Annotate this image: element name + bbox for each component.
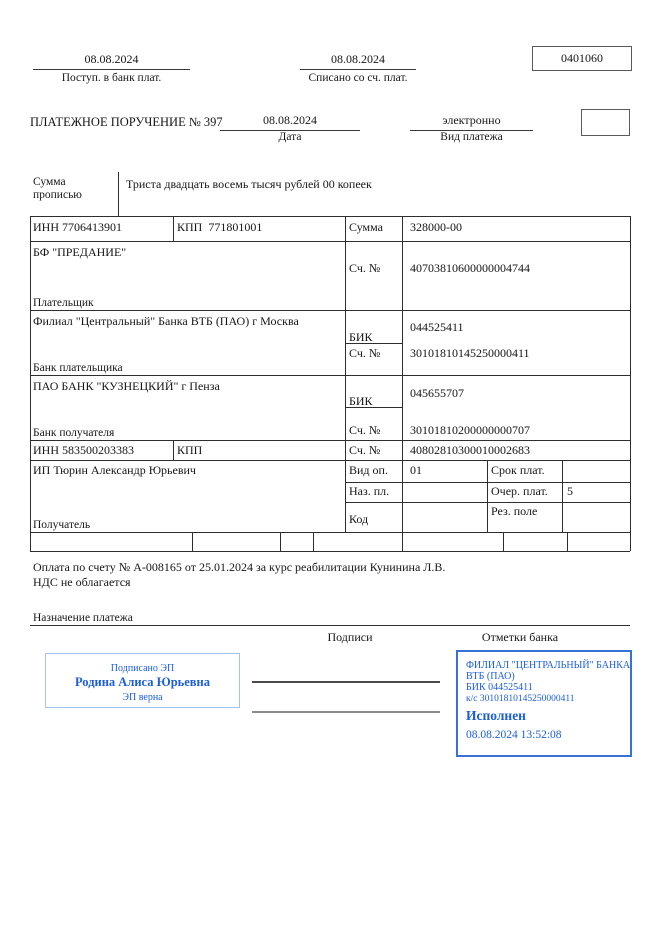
payer-account: 40703810600000004744 [410,261,530,275]
table-border [30,532,630,533]
amount-words-label: Сумма прописью [33,176,82,201]
signature-stamp [45,653,240,708]
table-border [173,216,174,241]
table-border [280,532,281,551]
payer-bank-bik: 044525411 [410,320,464,334]
table-border [313,532,314,551]
payer-label: Плательщик [33,297,94,309]
table-border [567,532,568,551]
table-border [30,241,630,242]
table-border [30,216,630,217]
payee-account: 40802810300010002683 [410,443,530,457]
table-border [30,310,630,311]
vid-op-value: 01 [410,463,422,477]
payee-account-label: Сч. № [349,443,381,457]
bank-stamp-line1: ФИЛИАЛ "ЦЕНТРАЛЬНЫЙ" БАНКА [466,660,631,671]
table-border [487,460,488,532]
purpose-label: Назначение платежа [33,612,133,624]
bank-marks-heading: Отметки банка [481,630,559,644]
table-border [30,375,630,376]
table-border [118,172,119,216]
table-border [30,551,630,552]
debited-date-field: 08.08.2024 [300,52,416,70]
payer-inn: ИНН 7706413901 [33,220,122,234]
payee-bank-bik: 045655707 [410,386,464,400]
received-date-field: 08.08.2024 [33,52,190,70]
form-code-box: 0401060 [532,46,632,71]
payer-bank-account-label: Сч. № [349,346,381,360]
debited-date-label: Списано со сч. плат. [308,72,408,84]
document-date-field: 08.08.2024 [220,113,360,131]
payee-bank-name: ПАО БАНК "КУЗНЕЦКИЙ" г Пенза [33,379,220,393]
payer-name: БФ "ПРЕДАНИЕ" [33,245,127,259]
sum-value: 328000-00 [410,220,462,234]
table-border [30,460,630,461]
signature-stamp-name: Родина Алиса Юрьевна [74,675,211,689]
signatures-heading: Подписи [327,630,373,644]
naz-pl-label: Наз. пл. [349,484,390,498]
payer-account-label: Сч. № [349,261,381,275]
table-border [192,532,193,551]
bank-stamp-line3: БИК 044525411 [466,682,533,693]
signature-line-2 [252,711,440,713]
srok-plat-label: Срок плат. [491,463,545,477]
payee-name: ИП Тюрин Александр Юрьевич [33,463,196,477]
payment-kind-field: электронно [410,113,533,131]
table-border [402,216,403,551]
purpose-underline [30,625,630,626]
table-border [30,216,31,551]
payee-bank-bik-label: БИК [349,394,373,408]
payee-label: Получатель [33,519,91,531]
sum-label: Сумма [349,220,383,234]
purpose-line-2: НДС не облагается [33,575,131,589]
bank-stamp-line2: ВТБ (ПАО) [466,671,515,682]
payee-bank-account-label: Сч. № [349,423,381,437]
bank-stamp [456,650,632,757]
signature-stamp-line1: Подписано ЭП [110,663,175,674]
table-border [173,440,174,460]
kod-label: Код [349,512,369,526]
signature-line-1 [252,681,440,683]
payer-bank-label: Банк плательщика [33,362,123,374]
bank-stamp-datetime: 08.08.2024 13:52:08 [466,729,562,741]
vid-op-label: Вид оп. [349,463,388,477]
rez-pole-label: Рез. поле [491,504,538,518]
status-code-box [581,109,630,136]
table-border [630,216,631,551]
payment-kind-label: Вид платежа [440,131,503,143]
bank-stamp-status: Исполнен [466,708,526,723]
purpose-line-1: Оплата по счету № А-008165 от 25.01.2024 за курс реабилитации Кунинина Л.В. [33,560,446,574]
payee-inn: ИНН 583500203383 [33,443,134,457]
payer-bank-bik-label: БИК [349,330,373,344]
payee-kpp: КПП [177,443,203,457]
table-border [345,216,346,532]
document-date-label: Дата [278,131,302,143]
ocher-plat-value: 5 [567,484,573,498]
bank-stamp-line4: к/с 30101810145250000411 [466,694,575,704]
signature-stamp-line3: ЭП верна [122,692,163,703]
ocher-plat-label: Очер. плат. [491,484,548,498]
table-border [30,440,630,441]
table-border [503,532,504,551]
payee-bank-account: 30101810200000000707 [410,423,530,437]
payer-bank-account: 30101810145250000411 [410,346,530,360]
payer-bank-name: Филиал "Центральный" Банка ВТБ (ПАО) г Москва [33,314,299,328]
document-title: ПЛАТЕЖНОЕ ПОРУЧЕНИЕ № 397 [30,115,223,129]
received-date-label: Поступ. в банк плат. [61,72,162,84]
payer-kpp: КПП 771801001 [177,220,263,234]
table-border [562,460,563,532]
amount-words-value: Триста двадцать восемь тысяч рублей 00 копеек [126,177,372,191]
payee-bank-label: Банк получателя [33,427,115,439]
